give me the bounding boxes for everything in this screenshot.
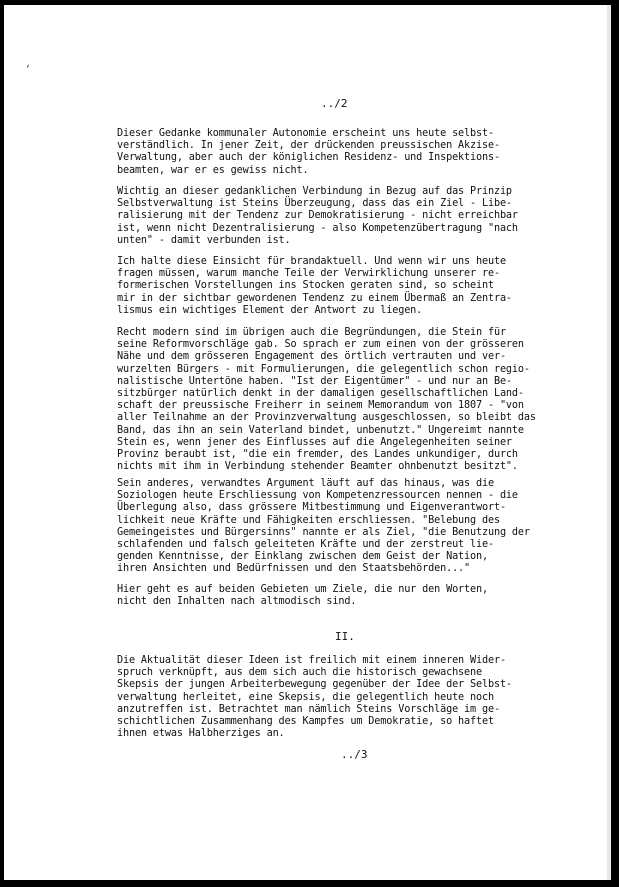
paragraph-2: Wichtig an dieser gedanklichen Verbindung in Bezug auf das Prinzip Selbstverwaltung ist Steins Überzeugung, dass das ein Ziel - Libe- ralisierung mit der Tendenz zur Demokratisierung - nicht erreichbar ist, wenn nicht Dezentralisierung - also Kompetenzübertragung "nach unten" - damit verbunden ist.: [117, 186, 518, 246]
margin-mark: ‘: [26, 63, 30, 76]
paragraph-4: Recht modern sind im übrigen auch die Begründungen, die Stein für seine Reformvorschläge gab. So sprach er zum einen von der grösseren Nähe und dem grösseren Engagement des örtlich vertrauten und ver- wurzelten Bürgers - mit Formulierungen, die gelegentlich schon regio- nalistische Untertöne haben. "Ist der Eigentümer" - und nur an Be- sitzbürger natürlich denkt in der damaligen gesellschaftlichen Land- schaft der preussische Freiherr in seinem Memorandum von 1807 - "von aller Teilnahme an der Provinzverwaltung ausgeschlossen, so bleibt das Band, das ihn an sein Vaterland bindet, unbenutzt." Ungereimt nannte Stein es, wenn jener des Einflusses auf die Angelegenheiten seiner Provinz beraubt ist, "die ein fremder, des Landes unkundiger, durch nichts mit ihm in Verbindung stehender Beamter ohnbenutzt besitzt".: [117, 327, 536, 473]
paragraph-1: Dieser Gedanke kommunaler Autonomie erscheint uns heute selbst- verständlich. In jener Zeit, der drückenden preussischen Akzise- Verwaltung, aber auch der königlichen Residenz- und Inspektions- beamten, war er es gewiss nicht.: [117, 128, 500, 176]
page-reference-bottom: ../3: [341, 748, 368, 761]
page-edge-shadow: [607, 5, 611, 880]
paragraph-6: Hier geht es auf beiden Gebieten um Ziele, die nur den Worten, nicht den Inhalten nach altmodisch sind.: [117, 584, 488, 608]
paragraph-5: Sein anderes, verwandtes Argument läuft auf das hinaus, was die Soziologen heute Erschliessung von Kompetenzressourcen nennen - die Überlegung also, dass grössere Mitbestimmung und Eigenverantwort- lichkeit neue Kräfte und Fähigkeiten erschliessen. "Belebung des Gemeingeistes und Bürgersinns" nannte er als Ziel, "die Benutzung der schlafenden und falsch geleiteten Kräfte und der zerstreut lie- genden Kenntnisse, der Einklang zwischen dem Geist der Nation, ihren Ansichten und Bedürfnissen und den Staatsbehörden...": [117, 478, 530, 575]
paragraph-3: Ich halte diese Einsicht für brandaktuell. Und wenn wir uns heute fragen müssen, warum manche Teile der Verwirklichung unserer re- formerischen Vorstellungen ins Stocken geraten sind, so scheint mir in der sichtbar gewordenen Tendenz zu einem Übermaß an Zentra- lismus ein wichtiges Element der Antwort zu liegen.: [117, 256, 512, 316]
document-page: [4, 5, 611, 880]
page-reference-top: ../2: [321, 97, 348, 110]
section-heading: II.: [335, 630, 355, 643]
paragraph-7: Die Aktualität dieser Ideen ist freilich mit einem inneren Wider- spruch verknüpft, aus dem sich auch die historisch gewachsene Skepsis der jungen Arbeiterbewegung gegenüber der Idee der Selbst- verwaltung herleitet, eine Skepsis, die gelegentlich heute noch anzutreffen ist. Betrachtet man nämlich Steins Vorschläge im ge- schichtlichen Zusammenhang des Kampfes um Demokratie, so haftet ihnen etwas Halbherziges an.: [117, 655, 512, 740]
